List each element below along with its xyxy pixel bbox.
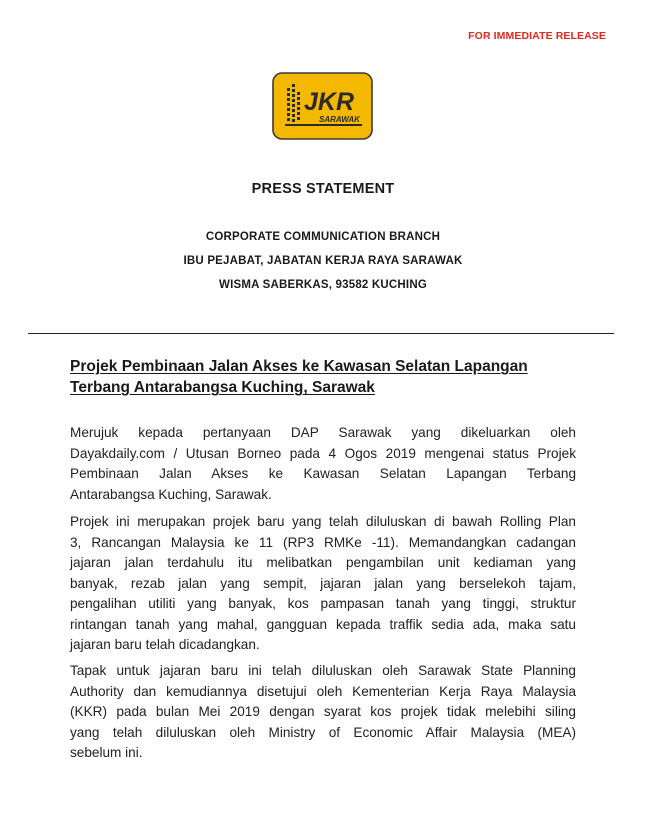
paragraph-line: yang telah diluluskan oleh Ministry of Economic Affair Malaysia (MEA) [70,724,576,740]
paragraph-line: Projek ini merupakan projek baru yang telah diluluskan di bawah Rolling Plan [70,514,576,529]
logo-text: JKR [304,88,355,116]
title-line: Projek Pembinaan Jalan Akses ke Kawasan Selatan Lapangan [70,358,528,375]
paragraph [70,661,576,764]
paragraph [70,423,576,505]
paragraph [70,512,576,656]
paragraph-line: Authority dan kemudiannya disetujui oleh Kementerian Kerja Raya Malaysia [70,683,576,699]
page-title: PRESS STATEMENT [251,181,395,197]
paragraph-line: Dayakdaily.com / Utusan Borneo pada 4 Ogos 2019 mengenai status Projek [70,445,576,461]
address-line: WISMA SABERKAS, 93582 KUCHING [219,279,427,291]
paragraph-line: Antarabangsa Kuching, Sarawak. [70,486,272,502]
paragraph-line: (KKR) pada bulan Mei 2019 dengan syarat kos projek tidak melebihi siling [70,704,576,719]
paragraph-line: jajaran baru telah dicadangkan. [70,637,260,652]
address-line: CORPORATE COMMUNICATION BRANCH [205,231,441,243]
paragraph-line: sebelum ini. [70,745,143,760]
jkr-logo [272,72,373,140]
paragraph-line: jajaran jalan terdahulu itu melibatkan pengambilan unit kediaman yang [70,555,576,570]
paragraph-line: pengalihan utiliti yang banyak, kos pampasan tanah yang tinggi, struktur [70,596,576,611]
paragraph-line: banyak, rezab jalan yang sempit, jajaran jalan yang berselekoh tajam, [70,575,576,591]
paragraph-line: 3, Rancangan Malaysia ke 11 (RP3 RMKe -11). Memandangkan cadangan [70,534,576,550]
paragraph-line: Tapak untuk jajaran baru ini telah diluluskan oleh Sarawak State Planning [70,663,576,678]
address-line: IBU PEJABAT, JABATAN KERJA RAYA SARAWAK [183,255,463,267]
divider [28,333,614,334]
paragraph-line: Pembinaan Jalan Akses ke Kawasan Selatan Lapangan Terbang [70,466,576,481]
paragraph-line: rintangan tanah yang mahal, gangguan kepada traffik sedia ada, maka satu [70,616,576,632]
release-label: FOR IMMEDIATE RELEASE [468,30,606,42]
title-line: Terbang Antarabangsa Kuching, Sarawak [70,379,375,396]
paragraph-line: Merujuk kepada pertanyaan DAP Sarawak yang dikeluarkan oleh [70,425,576,440]
logo-subtext: SARAWAK [319,115,360,124]
statement-title [70,356,590,398]
